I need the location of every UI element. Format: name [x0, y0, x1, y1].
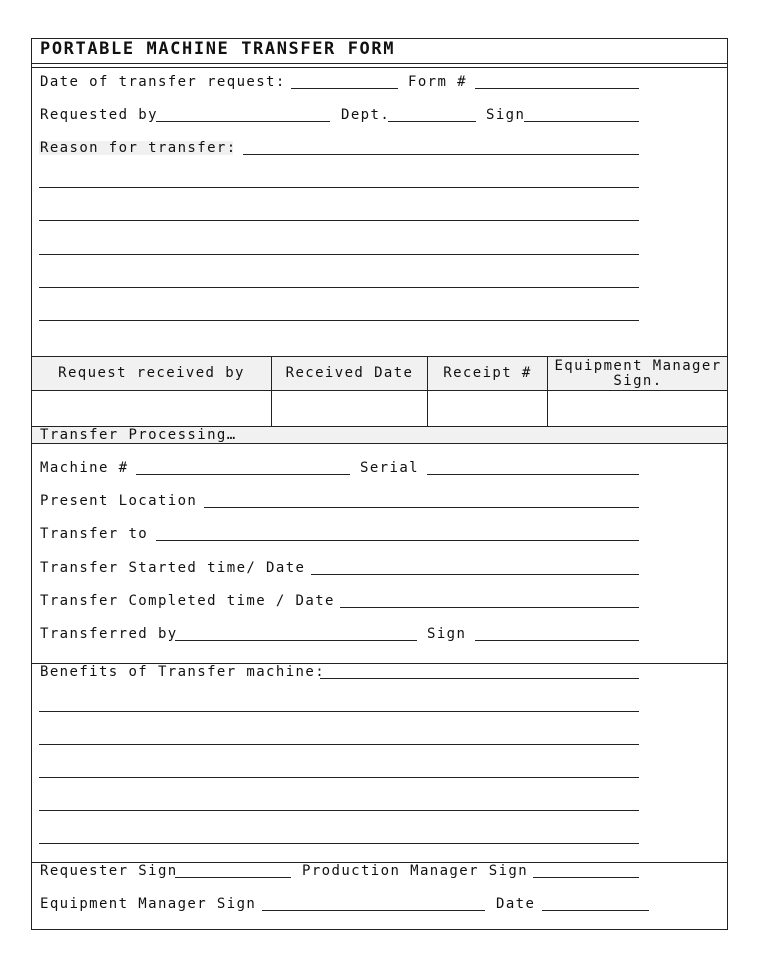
equipment-manager-sign-header: Equipment Manager Sign. — [554, 358, 722, 389]
present-location-label: Present Location — [40, 493, 198, 509]
dept-label: Dept. — [341, 107, 391, 123]
receipt-number-header: Receipt # — [443, 365, 532, 381]
footer-date-field[interactable] — [542, 910, 649, 911]
transfer-to-field[interactable] — [156, 540, 639, 541]
present-location-field[interactable] — [204, 507, 639, 508]
production-manager-sign-field[interactable] — [533, 877, 639, 878]
footer-date-label: Date — [496, 896, 536, 912]
requested-by-field[interactable] — [156, 121, 330, 122]
transfer-started-field[interactable] — [311, 574, 639, 575]
reason-line[interactable] — [39, 220, 639, 221]
processing-section-label: Transfer Processing… — [40, 427, 237, 443]
reason-line[interactable] — [39, 287, 639, 288]
requester-sign-field[interactable] — [175, 877, 291, 878]
requester-sign-label: Requester Sign — [40, 863, 178, 879]
transferred-sign-field[interactable] — [475, 640, 639, 641]
transferred-by-field[interactable] — [175, 640, 417, 641]
benefits-field[interactable] — [320, 678, 639, 679]
transfer-form — [31, 38, 728, 930]
machine-number-label: Machine # — [40, 460, 129, 476]
machine-number-field[interactable] — [136, 474, 350, 475]
equipment-manager-sign-field[interactable] — [262, 910, 485, 911]
form-number-label: Form # — [408, 74, 467, 90]
reason-line[interactable] — [39, 320, 639, 321]
transfer-to-label: Transfer to — [40, 526, 149, 542]
date-of-request-field[interactable] — [291, 88, 398, 89]
request-sign-label: Sign — [486, 107, 526, 123]
request-sign-field[interactable] — [524, 121, 639, 122]
transfer-started-label: Transfer Started time/ Date — [40, 560, 306, 576]
equipment-manager-sign-label: Equipment Manager Sign — [40, 896, 257, 912]
form-number-field[interactable] — [475, 88, 639, 89]
serial-field[interactable] — [427, 474, 639, 475]
production-manager-sign-label: Production Manager Sign — [302, 863, 529, 879]
reason-line[interactable] — [39, 187, 639, 188]
dept-field[interactable] — [388, 121, 476, 122]
benefits-label: Benefits of Transfer machine: — [40, 664, 326, 680]
benefits-line[interactable] — [39, 810, 639, 811]
benefits-line[interactable] — [39, 744, 639, 745]
benefits-line[interactable] — [39, 777, 639, 778]
date-of-request-label: Date of transfer request: — [40, 74, 286, 90]
received-by-header: Request received by — [58, 365, 245, 381]
receipt-table-top — [31, 356, 728, 357]
title-divider-bottom — [31, 67, 728, 68]
receipt-number-cell[interactable] — [428, 391, 547, 426]
transferred-by-label: Transferred by — [40, 626, 178, 642]
received-date-header: Received Date — [285, 365, 414, 381]
title-divider-top — [31, 63, 728, 64]
requested-by-label: Requested by — [40, 107, 158, 123]
received-date-cell[interactable] — [272, 391, 427, 426]
received-by-cell[interactable] — [32, 391, 271, 426]
transfer-completed-field[interactable] — [340, 607, 639, 608]
transferred-sign-label: Sign — [427, 626, 467, 642]
reason-line[interactable] — [39, 254, 639, 255]
reason-label: Reason for transfer: — [40, 140, 237, 156]
equipment-manager-sign-cell[interactable] — [548, 391, 727, 426]
processing-bottom-divider — [31, 443, 728, 444]
form-title: PORTABLE MACHINE TRANSFER FORM — [40, 39, 396, 59]
transfer-completed-label: Transfer Completed time / Date — [40, 593, 335, 609]
reason-field[interactable] — [243, 154, 639, 155]
benefits-line[interactable] — [39, 711, 639, 712]
serial-label: Serial — [360, 460, 419, 476]
benefits-line[interactable] — [39, 843, 639, 844]
